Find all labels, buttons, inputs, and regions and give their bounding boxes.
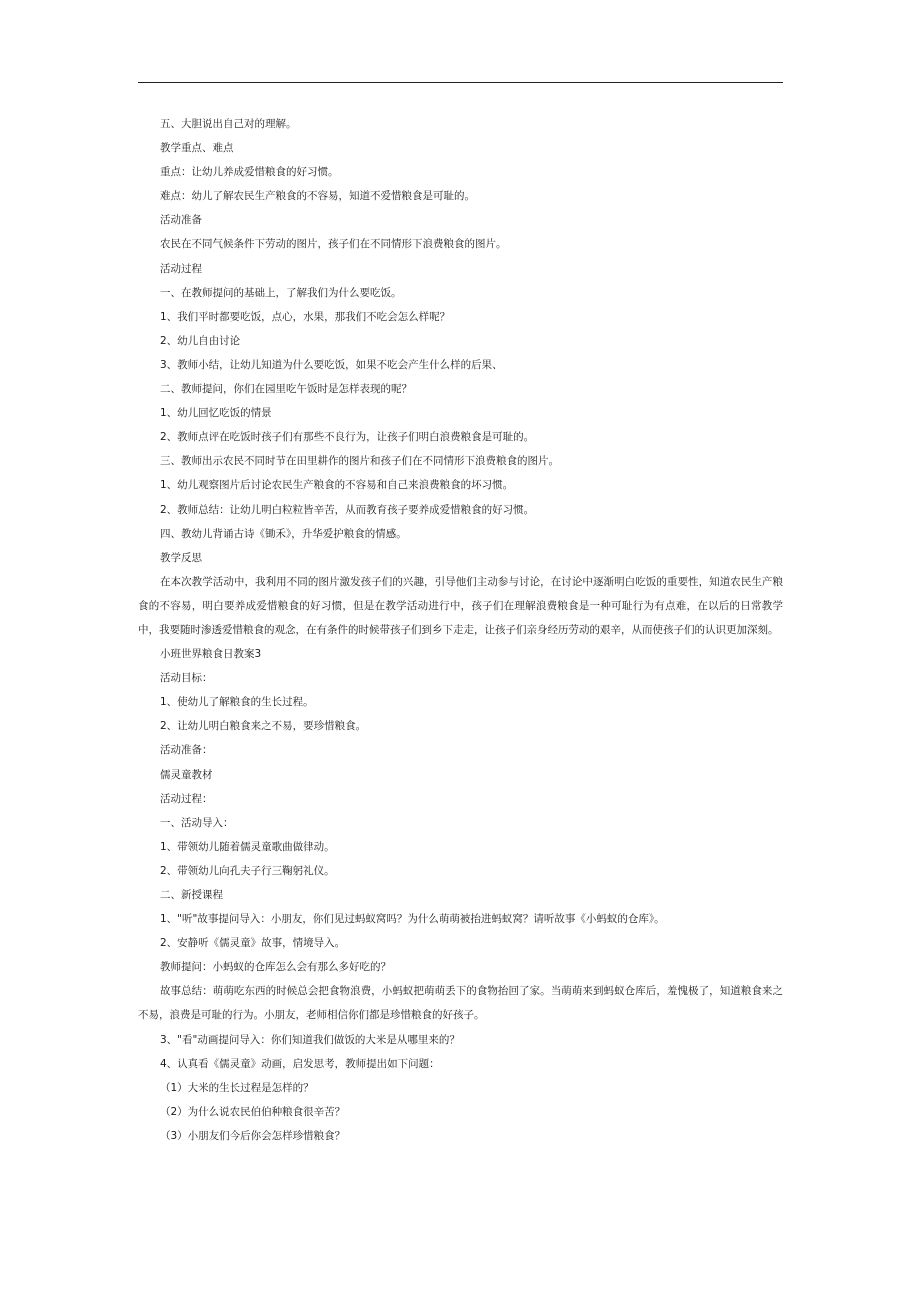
text-line: 1、幼儿回忆吃饭的情景	[160, 407, 272, 420]
text-line: 五、大胆说出自己对的理解。	[160, 118, 297, 130]
text-line: 1、"听"故事提问导入：小朋友，你们见过蚂蚁窝吗？为什么萌萌被抬进蚂蚁窝？请听故事《小蚂蚁的仓库》。	[160, 913, 665, 926]
text-line: 重点：让幼儿养成爱惜粮食的好习惯。	[160, 166, 339, 179]
text-line: 活动过程：	[160, 792, 213, 805]
text-line: 一、活动导入：	[160, 816, 234, 829]
text-line: 活动准备	[160, 214, 202, 227]
document-body	[138, 112, 783, 1148]
text-line: 1、我们平时都要吃饭，点心，水果，那我们不吃会怎么样呢？	[160, 310, 451, 323]
text-line: 2、教师总结：让幼儿明白粒粒皆辛苦，从而教育孩子要养成爱惜粮食的好习惯。	[160, 503, 535, 516]
text-line: 2、让幼儿明白粮食来之不易，要珍惜粮食。	[160, 720, 367, 733]
text-line: 难点：幼儿了解农民生产粮食的不容易，知道不爱惜粮食是可耻的。	[160, 190, 475, 203]
text-line: 农民在不同气候条件下劳动的图片，孩子们在不同情形下浪费粮食的图片。	[160, 238, 507, 251]
text-line: （2）为什么说农民伯伯种粮食很辛苦？	[160, 1105, 346, 1118]
text-line: 3、教师小结，让幼儿知道为什么要吃饭，如果不吃会产生什么样的后果、	[160, 358, 503, 371]
text-line: 2、教师点评在吃饭时孩子们有那些不良行为，让孩子们明白浪费粮食是可耻的。	[160, 431, 535, 444]
text-line: 1、使幼儿了解粮食的生长过程。	[160, 696, 314, 709]
text-line: 教师提问：小蚂蚁的仓库怎么会有那么多好吃的？	[160, 961, 391, 974]
text-line: 1、幼儿观察图片后讨论农民生产粮食的不容易和自己来浪费粮食的坏习惯。	[160, 479, 514, 492]
lesson-part-3	[138, 1028, 783, 1148]
text-line: 活动准备：	[160, 744, 213, 757]
text-line: 三、教师出示农民不同时节在田里耕作的图片和孩子们在不同情形下浪费粮食的图片。	[160, 455, 559, 468]
text-line: （3）小朋友们今后你会怎样珍惜粮食？	[160, 1129, 346, 1142]
text-line: 1、带领幼儿随着儒灵童歌曲做律动。	[160, 840, 335, 853]
text-line: 二、教师提问，你们在园里吃午饭时是怎样表现的呢？	[160, 383, 412, 396]
text-line: 2、带领幼儿向孔夫子行三鞠躬礼仪。	[160, 864, 335, 877]
text-line: 教学重点、难点	[160, 142, 234, 155]
text-line: 2、幼儿自由讨论	[160, 334, 241, 347]
reflection-paragraph: 在本次教学活动中，我利用不同的图片激发孩子们的兴趣，引导他们主动参与讨论，在讨论中逐渐明白吃饭的重要性，知道农民生产粮食的不容易，明白要养成爱惜粮食的好习惯，但是在教学活动进行中，孩子们在理解浪费粮食是一种可耻行为有点难，在以后的日常教学中，我要随时渗透爱惜粮食的观念，在有条件的时候带孩子们到乡下走走，让孩子们亲身经历劳动的艰辛，从而使孩子们的认识更加深刻。	[138, 575, 783, 636]
header-rule	[138, 82, 783, 83]
text-line: 教学反思	[160, 551, 202, 564]
text-line: 四、教幼儿背诵古诗《锄禾》，升华爱护粮食的情感。	[160, 527, 407, 540]
text-line: 4、认真看《儒灵童》动画，启发思考，教师提出如下问题：	[160, 1057, 440, 1070]
text-line: 二、新授课程	[160, 889, 223, 901]
text-line: 活动目标：	[160, 672, 213, 685]
lesson-part-1	[138, 112, 783, 570]
text-line: 3、"看"动画提问导入：你们知道我们做饭的大米是从哪里来的？	[160, 1033, 460, 1046]
text-line: 2、安静听《儒灵童》故事，情境导入。	[160, 937, 346, 950]
text-line: 活动过程	[160, 262, 202, 275]
lesson-part-2	[138, 642, 783, 979]
story-summary-paragraph: 故事总结：萌萌吃东西的时候总会把食物浪费，小蚂蚁把萌萌丢下的食物抬回了家。当萌萌来到蚂蚁仓库后，羞愧极了，知道粮食来之不易，浪费是可耻的行为。小朋友，老师相信你们都是珍惜粮食的好孩子。	[138, 985, 783, 1022]
text-line: 儒灵童教材	[160, 768, 213, 781]
text-line: 小班世界粮食日教案3	[160, 648, 262, 661]
text-line: 一、在教师提问的基础上，了解我们为什么要吃饭。	[160, 286, 402, 299]
text-line: （1）大米的生长过程是怎样的？	[160, 1081, 314, 1094]
